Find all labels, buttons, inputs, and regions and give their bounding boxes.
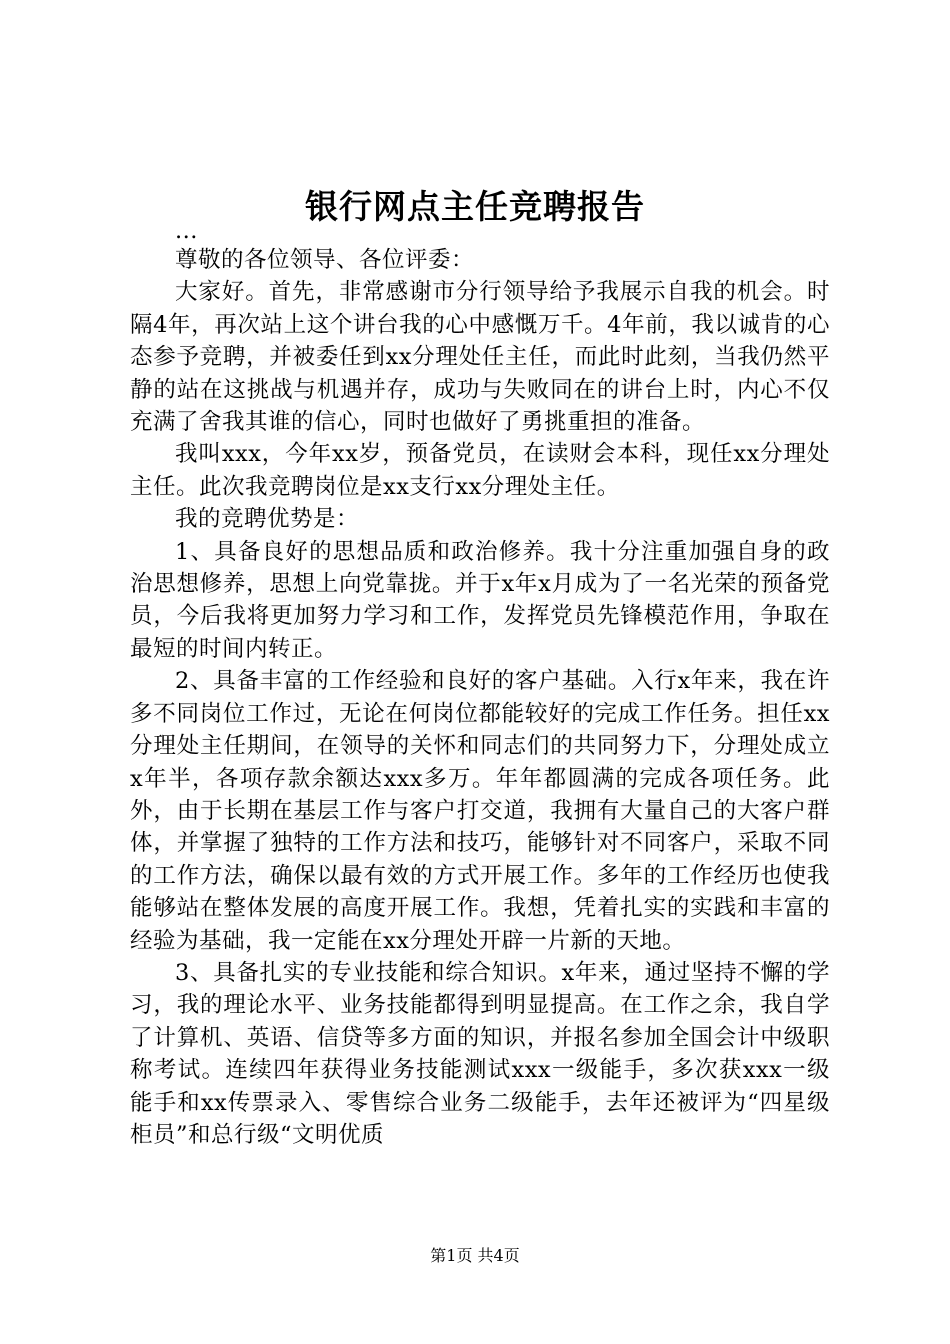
paragraph-advantage-1: 1、具备良好的思想品质和政治修养。我十分注重加强自身的政治思想修养，思想上向党靠拢。并于x年x月成为了一名光荣的预备党员，今后我将更加努力学习和工作，发挥党员先锋模范作用，争取在最短的时间内转正。	[130, 538, 830, 662]
paragraph-advantage-3: 3、具备扎实的专业技能和综合知识。x年来，通过坚持不懈的学习，我的理论水平、业务技能都得到明显提高。在工作之余，我自学了计算机、英语、信贷等多方面的知识，并报名参加全国会计中级职称考试。连续四年获得业务技能测试xxx一级能手，多次获xxx一级能手和xx传票录入、零售综合业务二级能手，去年还被评为“四星级柜员”和总行级“文明优质	[130, 959, 830, 1148]
document-title: 银行网点主任竞聘报告	[305, 187, 645, 226]
paragraph-greeting: 大家好。首先，非常感谢市分行领导给予我展示自我的机会。时隔4年，再次站上这个讲台我的心中感慨万千。4年前，我以诚肯的心态参予竞聘，并被委任到xx分理处任主任，而此时此刻，当我仍然平静的站在这挑战与机遇并存，成功与失败同在的讲台上时，内心不仅充满了舍我其谁的信心，同时也做好了勇挑重担的准备。	[130, 279, 830, 436]
salutation: 尊敬的各位领导、各位评委：	[175, 247, 475, 273]
paragraph-self-intro: 我叫xxx，今年xx岁，预备党员，在读财会本科，现任xx分理处主任。此次我竞聘岗位是xx支行xx分理处主任。	[130, 441, 830, 500]
document-body	[130, 218, 830, 1151]
page-number-footer: 第1页 共4页	[430, 1246, 520, 1265]
ellipsis-marker: ...	[175, 218, 198, 244]
paragraph-advantages-heading: 我的竞聘优势是：	[175, 506, 360, 533]
paragraph-advantage-2: 2、具备丰富的工作经验和良好的客户基础。入行x年来，我在许多不同岗位工作过，无论在何岗位都能较好的完成工作任务。担任xx分理处主任期间，在领导的关怀和同志们的共同努力下，分理处成立x年半，各项存款余额达xxx多万。年年都圆满的完成各项任务。此外，由于长期在基层工作与客户打交道，我拥有大量自己的大客户群体，并掌握了独特的工作方法和技巧，能够针对不同客户，采取不同的工作方法，确保以最有效的方式开展工作。多年的工作经历也使我能够站在整体发展的高度开展工作。我想，凭着扎实的实践和丰富的经验为基础，我一定能在xx分理处开辟一片新的天地。	[130, 668, 830, 954]
